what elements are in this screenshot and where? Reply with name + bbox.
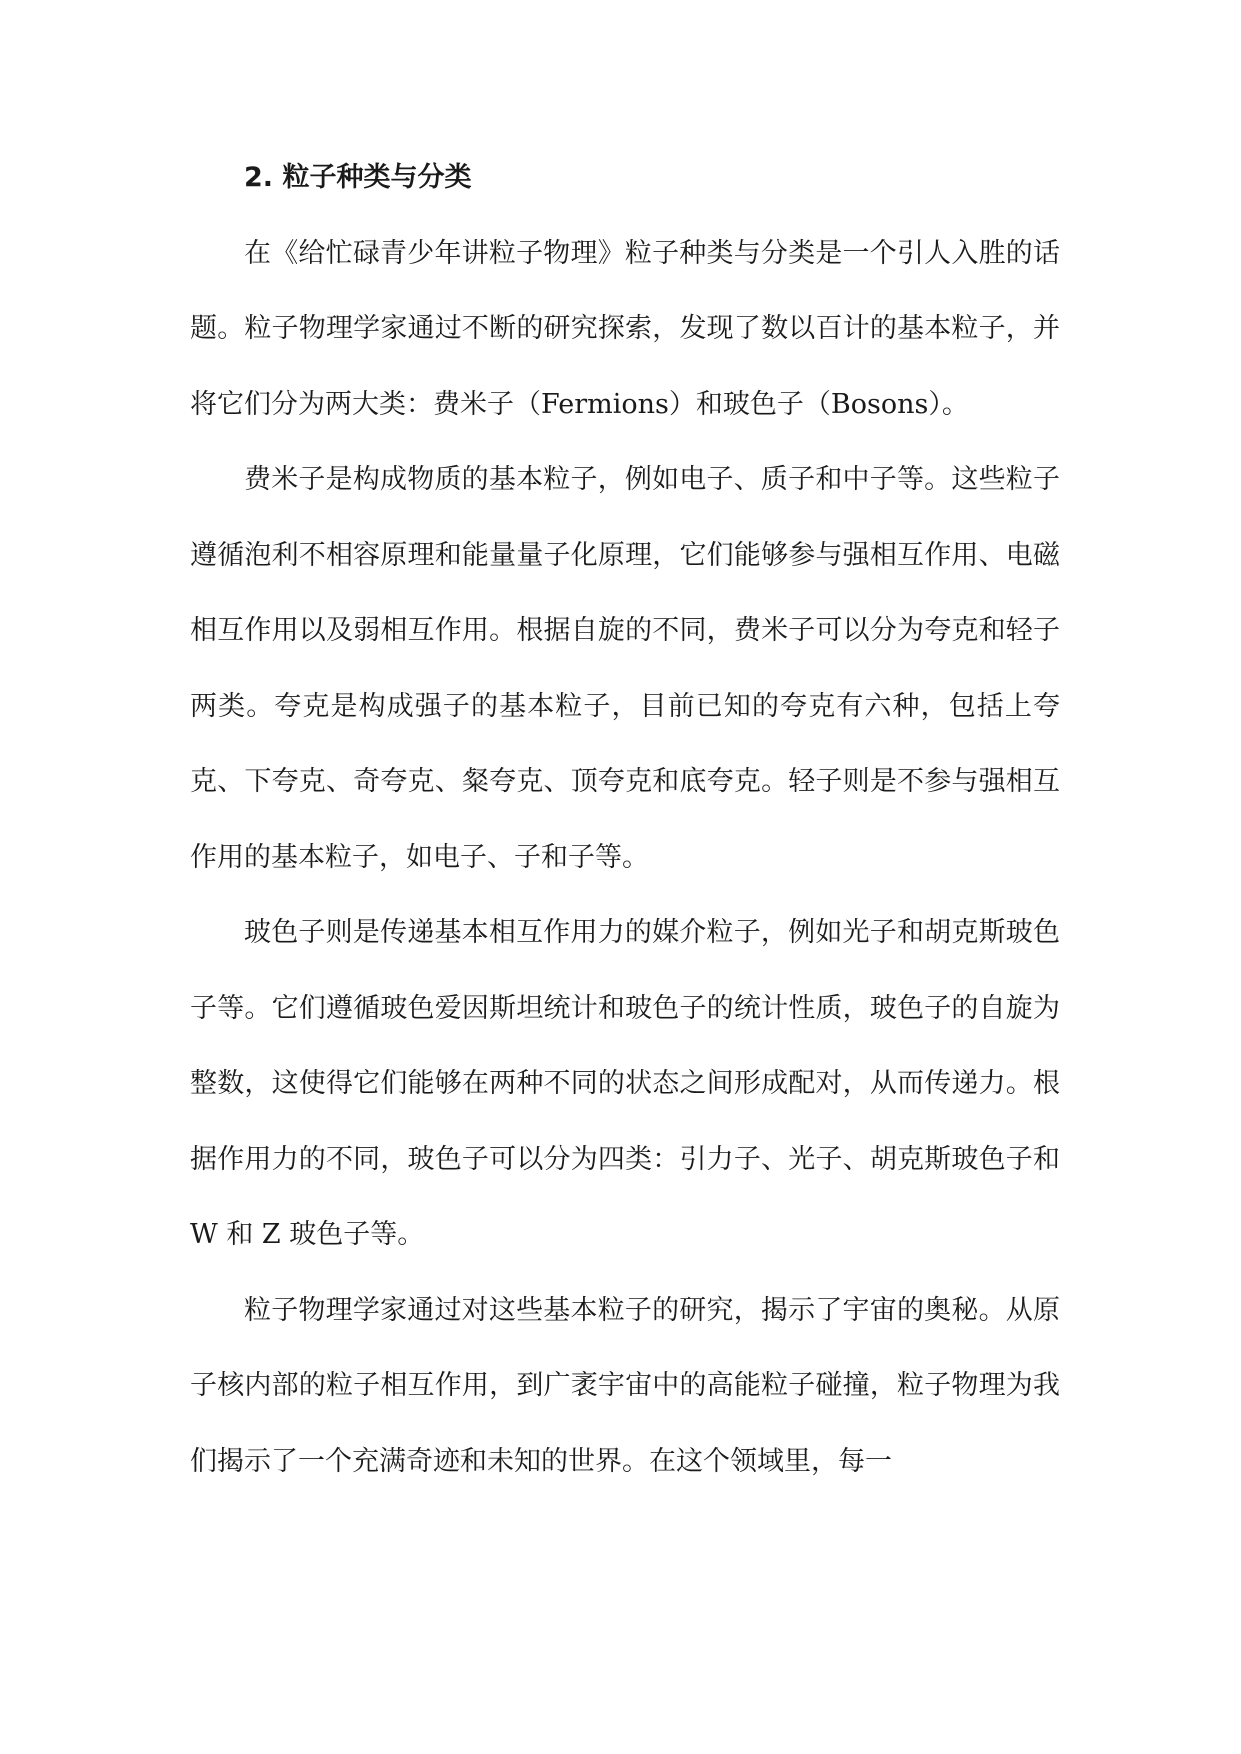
section-heading: 2. 粒子种类与分类 (244, 162, 472, 193)
paragraph-bosons: 玻色子则是传递基本相互作用力的媒介粒子，例如光子和胡克斯玻色子等。它们遵循玻色爱因斯坦统计和玻色子的统计性质，玻色子的自旋为整数，这使得它们能够在两种不同的状态之间形成配对，从而传递力。根据作用力的不同，玻色子可以分为四类：引力子、光子、胡克斯玻色子和 W 和 Z 玻色子等。 (190, 917, 1060, 1250)
paragraph-intro: 在《给忙碌青少年讲粒子物理》粒子种类与分类是一个引人入胜的话题。粒子物理学家通过不断的研究探索，发现了数以百计的基本粒子，并将它们分为两大类：费米子（Fermions）和玻色子（Bosons）。 (190, 237, 1060, 420)
paragraph-conclusion: 粒子物理学家通过对这些基本粒子的研究，揭示了宇宙的奥秘。从原子核内部的粒子相互作用，到广袤宇宙中的高能粒子碰撞，粒子物理为我们揭示了一个充满奇迹和未知的世界。在这个领域里，每一 (190, 1294, 1060, 1477)
paragraph-fermions: 费米子是构成物质的基本粒子，例如电子、质子和中子等。这些粒子遵循泡利不相容原理和能量量子化原理，它们能够参与强相互作用、电磁相互作用以及弱相互作用。根据自旋的不同，费米子可以分为夸克和轻子两类。夸克是构成强子的基本粒子，目前已知的夸克有六种，包括上夸克、下夸克、奇夸克、粲夸克、顶夸克和底夸克。轻子则是不参与强相互作用的基本粒子，如电子、子和子等。 (190, 464, 1060, 873)
page-body (190, 140, 1060, 1499)
